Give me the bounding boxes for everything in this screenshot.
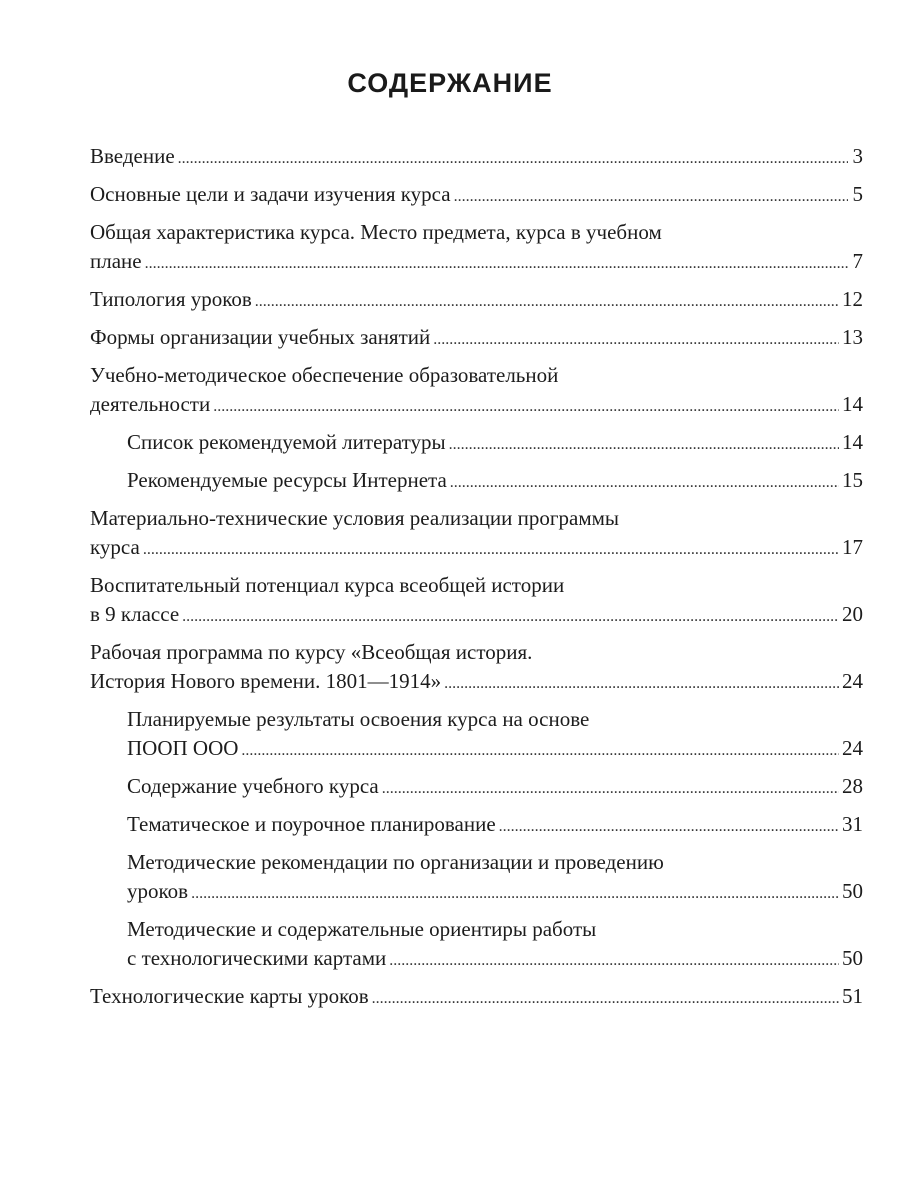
toc-page-number: 15: [842, 468, 863, 492]
toc-entry-line: [127, 734, 863, 765]
toc-entry-title: ПООП ООО: [127, 736, 239, 760]
dot-leader: [241, 734, 839, 765]
toc-entry-title: уроков: [127, 879, 189, 903]
dot-leader: [433, 323, 839, 354]
toc-entry-line: [127, 877, 863, 908]
dot-leader: [449, 428, 839, 459]
toc-entry: [90, 982, 863, 1013]
toc-entry-line: [90, 180, 863, 211]
toc-entry-title: деятельности: [90, 392, 211, 416]
toc-entry-line: [127, 428, 863, 459]
toc-entry: [90, 142, 863, 173]
toc-entry-title: Типология уроков: [90, 287, 252, 311]
toc-page-number: 14: [842, 392, 863, 416]
table-of-contents: [90, 142, 863, 1020]
toc-entry-title: Введение: [90, 144, 175, 168]
toc-entry-line: [127, 810, 863, 841]
toc-entry-title: Список рекомендуемой литературы: [127, 430, 446, 454]
toc-page-number: 20: [842, 602, 863, 626]
toc-page-number: 31: [842, 812, 863, 836]
toc-entry-title-line: Рабочая программа по курсу «Всеобщая история.: [90, 640, 533, 664]
toc-page-number: 24: [842, 669, 863, 693]
toc-entry-line: [90, 285, 863, 316]
toc-entry-line: [90, 247, 863, 278]
toc-entry: [90, 428, 863, 459]
toc-page-number: 7: [852, 249, 863, 273]
dot-leader: [178, 142, 848, 173]
toc-entry-title: Рекомендуемые ресурсы Интернета: [127, 468, 447, 492]
dot-leader: [145, 247, 848, 278]
toc-entry-title: Технологические карты уроков: [90, 984, 369, 1008]
toc-entry-line: [90, 667, 863, 698]
toc-entry: [90, 772, 863, 803]
toc-page-number: 13: [842, 325, 863, 349]
toc-page-number: 5: [852, 182, 863, 206]
toc-page-number: 50: [842, 946, 863, 970]
dot-leader: [372, 982, 839, 1013]
dot-leader: [213, 390, 839, 421]
dot-leader: [499, 810, 839, 841]
toc-entry: [90, 848, 863, 908]
toc-entry: [90, 323, 863, 354]
toc-entry: [90, 915, 863, 975]
toc-entry-line: [90, 142, 863, 173]
toc-entry-line: [127, 466, 863, 497]
dot-leader: [182, 600, 839, 631]
toc-entry-title-line: Методические рекомендации по организации и проведению: [127, 850, 664, 874]
toc-entry: [90, 466, 863, 497]
toc-entry-line: [90, 600, 863, 631]
toc-entry: [90, 180, 863, 211]
dot-leader: [382, 772, 839, 803]
toc-entry-title: в 9 классе: [90, 602, 180, 626]
dot-leader: [444, 667, 839, 698]
toc-entry-line: [90, 390, 863, 421]
toc-page-number: 51: [842, 984, 863, 1008]
toc-entry: [90, 810, 863, 841]
toc-entry-title-line: Планируемые результаты освоения курса на основе: [127, 707, 590, 731]
toc-entry-line: [127, 944, 863, 975]
toc-page-number: 14: [842, 430, 863, 454]
toc-entry-title-line: Воспитательный потенциал курса всеобщей истории: [90, 573, 565, 597]
toc-entry-line: [90, 323, 863, 354]
toc-entry-title: Тематическое и поурочное планирование: [127, 812, 496, 836]
dot-leader: [191, 877, 839, 908]
toc-page-number: 3: [852, 144, 863, 168]
toc-entry-title-line: Материально-технические условия реализации программы: [90, 506, 620, 530]
toc-entry: [90, 504, 863, 564]
dot-leader: [255, 285, 839, 316]
toc-entry-title: Основные цели и задачи изучения курса: [90, 182, 451, 206]
toc-entry-line: [90, 982, 863, 1013]
dot-leader: [389, 944, 839, 975]
toc-entry-title-line: Методические и содержательные ориентиры работы: [127, 917, 597, 941]
toc-entry-title: Формы организации учебных занятий: [90, 325, 431, 349]
dot-leader: [454, 180, 848, 211]
toc-entry: [90, 285, 863, 316]
toc-page-number: 24: [842, 736, 863, 760]
toc-page-number: 12: [842, 287, 863, 311]
toc-entry: [90, 705, 863, 765]
toc-entry-title: Содержание учебного курса: [127, 774, 379, 798]
toc-entry-title-line: Общая характеристика курса. Место предмета, курса в учебном: [90, 220, 662, 244]
toc-entry: [90, 218, 863, 278]
toc-entry-line: [90, 533, 863, 564]
toc-entry-title: с технологическими картами: [127, 946, 387, 970]
toc-page-number: 50: [842, 879, 863, 903]
toc-page-number: 17: [842, 535, 863, 559]
toc-page-number: 28: [842, 774, 863, 798]
toc-entry-title: История Нового времени. 1801—1914»: [90, 669, 442, 693]
page-title: СОДЕРЖАНИЕ: [347, 68, 553, 98]
toc-entry: [90, 361, 863, 421]
dot-leader: [143, 533, 839, 564]
toc-entry: [90, 571, 863, 631]
dot-leader: [450, 466, 839, 497]
toc-entry: [90, 638, 863, 698]
toc-entry-title-line: Учебно-методическое обеспечение образовательной: [90, 363, 559, 387]
toc-entry-title: курса: [90, 535, 140, 559]
toc-entry-title: плане: [90, 249, 142, 273]
toc-entry-line: [127, 772, 863, 803]
